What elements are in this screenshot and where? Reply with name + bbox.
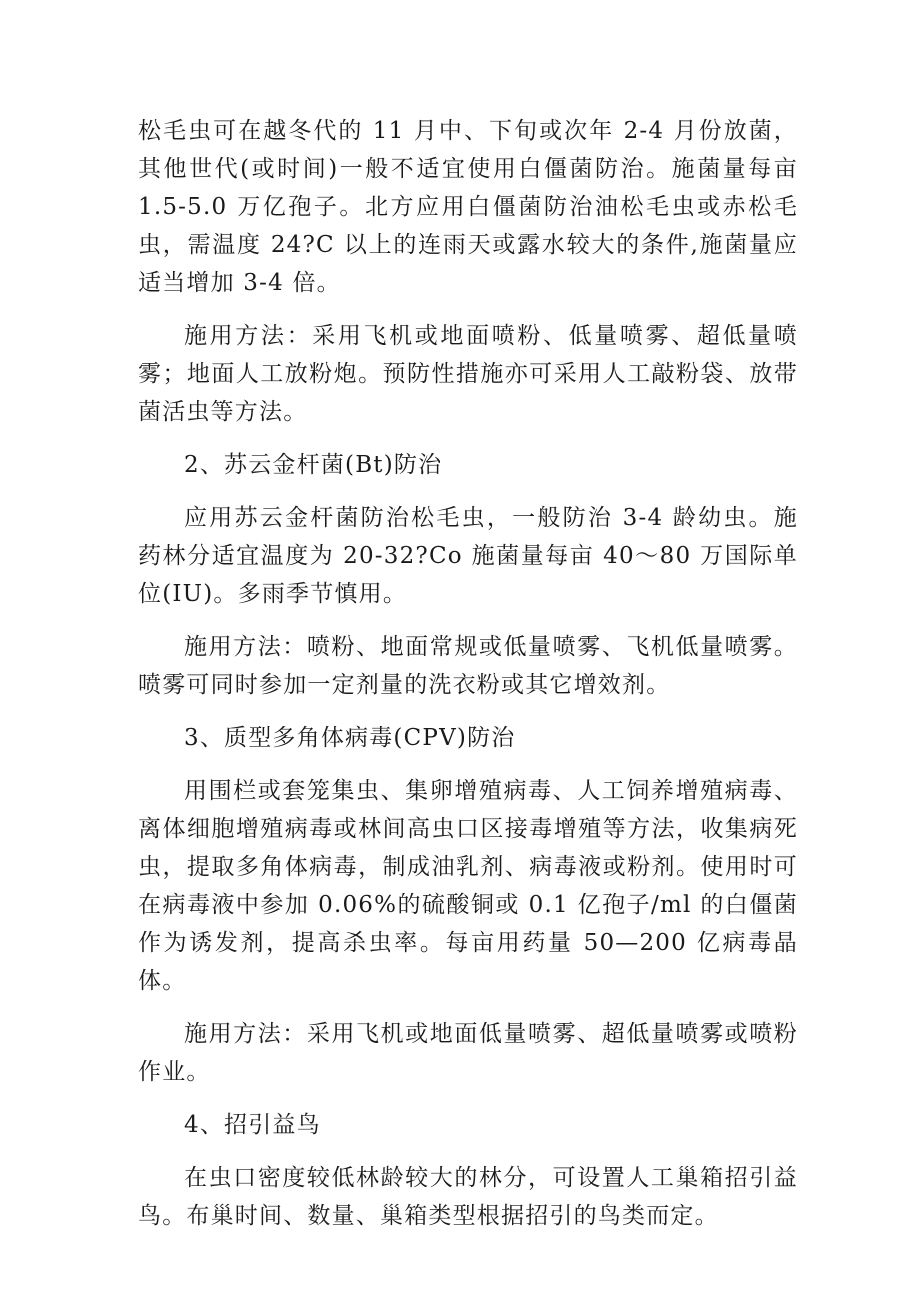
paragraph-cpv-method: 施用方法：采用飞机或地面低量喷雾、超低量喷雾或喷粉作业。: [138, 1021, 798, 1085]
section-heading-cpv: 3、质型多角体病毒(CPV)防治: [184, 725, 516, 751]
document-body: [138, 112, 798, 1250]
paragraph-birds-usage: 在虫口密度较低林龄较大的林分，可设置人工巢箱招引益鸟。布巢时间、数量、巢箱类型根据招引的鸟类而定。: [138, 1165, 798, 1229]
section-heading-birds: 4、招引益鸟: [184, 1112, 321, 1138]
paragraph-bt-usage: 应用苏云金杆菌防治松毛虫，一般防治 3-4 龄幼虫。施药林分适宜温度为 20-32?Co 施菌量每亩 40～80 万国际单位(IU)。多雨季节慎用。: [138, 505, 798, 607]
section-heading-bt: 2、苏云金杆菌(Bt)防治: [184, 452, 443, 478]
paragraph-cpv-usage: 用围栏或套笼集虫、集卵增殖病毒、人工饲养增殖病毒、离体细胞增殖病毒或林间高虫口区接毒增殖等方法，收集病死虫，提取多角体病毒，制成油乳剂、病毒液或粉剂。使用时可在病毒液中参加 0.06%的硫酸铜或 0.1 亿孢子/ml 的白僵菌作为诱发剂，提高杀虫率。每亩用药量 50—200 亿病毒晶体。: [138, 778, 798, 994]
paragraph-bt-method: 施用方法：喷粉、地面常规或低量喷雾、飞机低量喷雾。喷雾可同时参加一定剂量的洗衣粉或其它增效剂。: [138, 634, 798, 698]
paragraph-beauveria-method: 施用方法：采用飞机或地面喷粉、低量喷雾、超低量喷雾；地面人工放粉炮。预防性措施亦可采用人工敲粉袋、放带菌活虫等方法。: [138, 323, 798, 425]
paragraph-beauveria-timing: 松毛虫可在越冬代的 11 月中、下旬或次年 2-4 月份放菌，其他世代(或时间)一般不适宜使用白僵菌防治。施菌量每亩 1.5-5.0 万亿孢子。北方应用白僵菌防治油松毛虫或赤松毛虫，需温度 24?C 以上的连雨天或露水较大的条件,施菌量应适当增加 3-4 倍。: [138, 118, 798, 296]
